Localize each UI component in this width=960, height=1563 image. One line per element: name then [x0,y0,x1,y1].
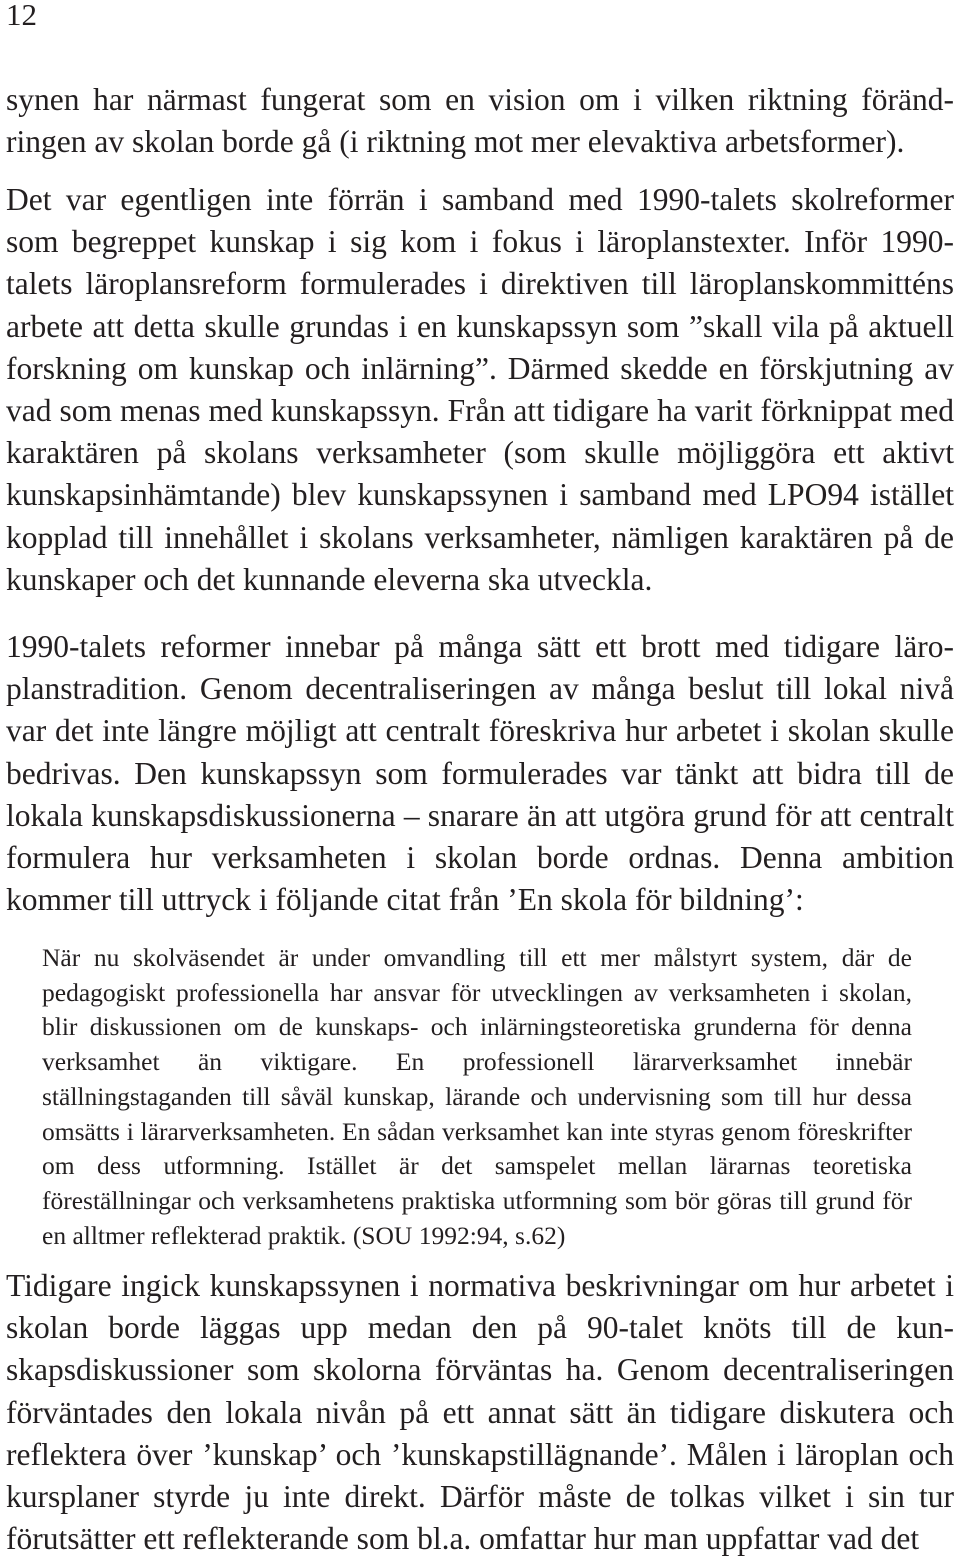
quote-citation: (SOU 1992:94, s.62) [352,1220,566,1250]
block-quote [42,941,912,1253]
paragraph-3: 1990-talets reformer innebar på många sätt ett brott med tidigare läroplanstradition. Genom decentraliseringen av många beslut till lokal nivå var det inte längre möjligt att centralt föreskriva hur arbetet i skolan skulle bedrivas. Den kunskapssyn som formulerades var tänkt att bidra till de lokala kunskapsdiskussionerna – snarare än att utgöra grund för att centralt formulera hur verksamheten i skolan borde ordnas. Denna ambition kommer till uttryck i följande citat från ’En skola för bildning’: [6,629,954,918]
page-number: 12 [6,0,37,32]
paragraph-4: Tidigare ingick kunskapssynen i normativa beskrivningar om hur arbetet i skolan borde läggas upp medan den på 90-talet knöts till de kunskapsdiskussioner som skolorna förväntas ha. Genom decentraliseringen förväntades den lokala nivån på ett annat sätt än tidigare diskutera och reflektera över ’kunskap’ och ’kunskapstillägnande’. Målen i läroplan och kursplaner styrde ju inte direkt. Därför måste de tolkas vilket i sin tur förutsätter ett reflekterande som bl.a. omfattar hur man uppfattar vad det [6,1268,954,1557]
paragraph-1: synen har närmast fungerat som en vision om i vilken riktning förändringen av skolan borde gå (i riktning mot mer elevaktiva arbetsformer). [6,82,954,160]
paragraph-2: Det var egentligen inte förrän i samband med 1990-talets skolreformer som begreppet kunskap i sig kom i fokus i läroplanstexter. Inför 1990-​talets läroplansreform formulerades i direktiven till läroplanskommitténs arbete att detta skulle grundas i en kunskapssyn som ”skall vila på aktuell forskning om kunskap och inlärning”. Därmed skedde en förskjutning av vad som menas med kunskapssyn. Från att tidigare ha varit förknippat med karaktären på skolans verksamheter (som skulle möjliggöra ett aktivt kunskapsinhämtande) blev kunskapssynen i samband med LPO94 istället kopplad till innehållet i skolans verksamheter, nämligen karaktären på de kunskaper och det kunnande eleverna ska utveckla. [6,182,954,597]
quote-text: När nu skolväsendet är under omvandling till ett mer målstyrt system, där de pedagogiskt professionella har ansvar för utvecklingen av verksamheten i skolan, blir diskussionen om de kunskaps- och inlärningsteoretiska grunderna för denna verksamhet än viktigare. En professionell lärarverksamhet innebär ställningstaganden till såväl kunskap, lärande och undervisning som till hur dessa omsätts i lärarverksamheten. En sådan verksamhet kan inte styras genom föreskrifter om dess utformning. Istället är det samspelet mellan lärarnas teoretiska föreställningar och verksamhetens praktiska utformning som bör göras till grund för en alltmer reflekterad praktik. [42,943,912,1250]
